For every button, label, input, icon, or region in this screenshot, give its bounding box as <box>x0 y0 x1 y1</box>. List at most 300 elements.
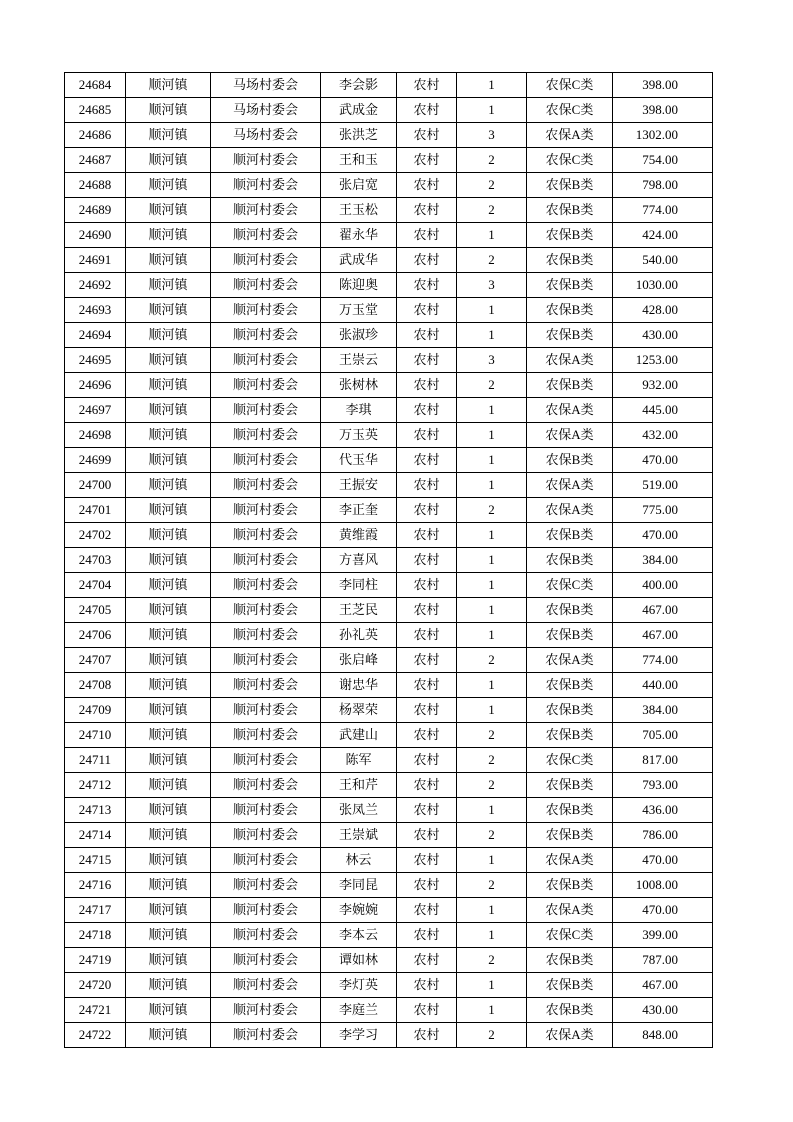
cell-town: 顺河镇 <box>126 773 211 798</box>
cell-count: 2 <box>457 648 527 673</box>
cell-amount: 787.00 <box>613 948 713 973</box>
cell-amount: 400.00 <box>613 573 713 598</box>
cell-name: 翟永华 <box>321 223 397 248</box>
table-row <box>65 348 713 373</box>
cell-id: 24705 <box>65 598 126 623</box>
cell-count: 3 <box>457 273 527 298</box>
cell-town: 顺河镇 <box>126 423 211 448</box>
cell-residence: 农村 <box>397 948 457 973</box>
cell-count: 1 <box>457 848 527 873</box>
table-row <box>65 373 713 398</box>
cell-name: 陈军 <box>321 748 397 773</box>
cell-count: 1 <box>457 298 527 323</box>
cell-village: 顺河村委会 <box>211 723 321 748</box>
cell-town: 顺河镇 <box>126 898 211 923</box>
cell-id: 24684 <box>65 73 126 98</box>
cell-id: 24713 <box>65 798 126 823</box>
cell-residence: 农村 <box>397 473 457 498</box>
cell-name: 李会影 <box>321 73 397 98</box>
table-row <box>65 748 713 773</box>
cell-residence: 农村 <box>397 148 457 173</box>
cell-category: 农保B类 <box>527 323 613 348</box>
cell-town: 顺河镇 <box>126 948 211 973</box>
cell-id: 24703 <box>65 548 126 573</box>
table-row <box>65 673 713 698</box>
cell-village: 顺河村委会 <box>211 423 321 448</box>
cell-residence: 农村 <box>397 423 457 448</box>
cell-id: 24688 <box>65 173 126 198</box>
cell-name: 王芝民 <box>321 598 397 623</box>
cell-town: 顺河镇 <box>126 573 211 598</box>
cell-count: 1 <box>457 573 527 598</box>
cell-name: 李琪 <box>321 398 397 423</box>
cell-residence: 农村 <box>397 573 457 598</box>
cell-residence: 农村 <box>397 173 457 198</box>
cell-town: 顺河镇 <box>126 798 211 823</box>
cell-count: 1 <box>457 673 527 698</box>
cell-amount: 470.00 <box>613 523 713 548</box>
table-row <box>65 173 713 198</box>
cell-category: 农保B类 <box>527 223 613 248</box>
cell-id: 24687 <box>65 148 126 173</box>
cell-town: 顺河镇 <box>126 123 211 148</box>
table-row <box>65 773 713 798</box>
cell-amount: 467.00 <box>613 623 713 648</box>
cell-category: 农保B类 <box>527 373 613 398</box>
cell-name: 武成华 <box>321 248 397 273</box>
cell-amount: 428.00 <box>613 298 713 323</box>
cell-village: 顺河村委会 <box>211 248 321 273</box>
cell-category: 农保A类 <box>527 348 613 373</box>
cell-residence: 农村 <box>397 598 457 623</box>
cell-count: 2 <box>457 498 527 523</box>
cell-amount: 932.00 <box>613 373 713 398</box>
cell-amount: 519.00 <box>613 473 713 498</box>
cell-name: 张启宽 <box>321 173 397 198</box>
cell-amount: 432.00 <box>613 423 713 448</box>
cell-town: 顺河镇 <box>126 198 211 223</box>
cell-town: 顺河镇 <box>126 173 211 198</box>
cell-count: 1 <box>457 323 527 348</box>
cell-town: 顺河镇 <box>126 623 211 648</box>
table-row <box>65 448 713 473</box>
cell-amount: 540.00 <box>613 248 713 273</box>
cell-name: 孙礼英 <box>321 623 397 648</box>
cell-name: 张树林 <box>321 373 397 398</box>
table-row <box>65 623 713 648</box>
cell-town: 顺河镇 <box>126 398 211 423</box>
cell-village: 顺河村委会 <box>211 773 321 798</box>
table-row <box>65 298 713 323</box>
table-row <box>65 123 713 148</box>
cell-category: 农保B类 <box>527 973 613 998</box>
table-row <box>65 498 713 523</box>
cell-count: 2 <box>457 148 527 173</box>
cell-residence: 农村 <box>397 298 457 323</box>
cell-residence: 农村 <box>397 773 457 798</box>
cell-category: 农保B类 <box>527 798 613 823</box>
cell-category: 农保B类 <box>527 248 613 273</box>
cell-amount: 467.00 <box>613 598 713 623</box>
table-row <box>65 923 713 948</box>
cell-category: 农保A类 <box>527 398 613 423</box>
cell-village: 顺河村委会 <box>211 323 321 348</box>
table-row <box>65 73 713 98</box>
cell-category: 农保B类 <box>527 673 613 698</box>
cell-id: 24692 <box>65 273 126 298</box>
cell-name: 王崇斌 <box>321 823 397 848</box>
cell-id: 24694 <box>65 323 126 348</box>
cell-amount: 817.00 <box>613 748 713 773</box>
cell-category: 农保C类 <box>527 573 613 598</box>
cell-village: 马场村委会 <box>211 123 321 148</box>
cell-village: 顺河村委会 <box>211 573 321 598</box>
cell-name: 王和芹 <box>321 773 397 798</box>
cell-category: 农保A类 <box>527 648 613 673</box>
cell-amount: 1253.00 <box>613 348 713 373</box>
payment-table <box>64 72 713 1048</box>
cell-village: 顺河村委会 <box>211 898 321 923</box>
cell-town: 顺河镇 <box>126 348 211 373</box>
cell-count: 1 <box>457 473 527 498</box>
cell-town: 顺河镇 <box>126 673 211 698</box>
cell-id: 24712 <box>65 773 126 798</box>
cell-id: 24719 <box>65 948 126 973</box>
cell-residence: 农村 <box>397 973 457 998</box>
cell-amount: 754.00 <box>613 148 713 173</box>
cell-category: 农保B类 <box>527 623 613 648</box>
cell-residence: 农村 <box>397 398 457 423</box>
cell-village: 顺河村委会 <box>211 173 321 198</box>
cell-town: 顺河镇 <box>126 598 211 623</box>
cell-id: 24722 <box>65 1023 126 1048</box>
cell-id: 24685 <box>65 98 126 123</box>
cell-village: 顺河村委会 <box>211 748 321 773</box>
cell-id: 24718 <box>65 923 126 948</box>
table-row <box>65 848 713 873</box>
cell-name: 李灯英 <box>321 973 397 998</box>
cell-village: 顺河村委会 <box>211 523 321 548</box>
cell-id: 24700 <box>65 473 126 498</box>
cell-count: 1 <box>457 423 527 448</box>
cell-village: 顺河村委会 <box>211 1023 321 1048</box>
cell-id: 24686 <box>65 123 126 148</box>
cell-category: 农保B类 <box>527 523 613 548</box>
cell-id: 24708 <box>65 673 126 698</box>
cell-count: 2 <box>457 723 527 748</box>
cell-village: 马场村委会 <box>211 98 321 123</box>
cell-name: 李婉婉 <box>321 898 397 923</box>
cell-category: 农保B类 <box>527 948 613 973</box>
cell-id: 24706 <box>65 623 126 648</box>
cell-village: 顺河村委会 <box>211 498 321 523</box>
table-row <box>65 198 713 223</box>
cell-amount: 774.00 <box>613 648 713 673</box>
cell-village: 顺河村委会 <box>211 673 321 698</box>
cell-id: 24711 <box>65 748 126 773</box>
cell-count: 1 <box>457 623 527 648</box>
cell-town: 顺河镇 <box>126 748 211 773</box>
cell-residence: 农村 <box>397 373 457 398</box>
cell-category: 农保B类 <box>527 198 613 223</box>
cell-name: 陈迎奥 <box>321 273 397 298</box>
table-row <box>65 723 713 748</box>
cell-count: 2 <box>457 948 527 973</box>
cell-count: 1 <box>457 548 527 573</box>
cell-village: 顺河村委会 <box>211 198 321 223</box>
cell-category: 农保A类 <box>527 1023 613 1048</box>
cell-village: 顺河村委会 <box>211 698 321 723</box>
cell-residence: 农村 <box>397 873 457 898</box>
cell-amount: 786.00 <box>613 823 713 848</box>
cell-count: 1 <box>457 798 527 823</box>
cell-residence: 农村 <box>397 273 457 298</box>
cell-count: 2 <box>457 1023 527 1048</box>
cell-category: 农保B类 <box>527 823 613 848</box>
table-row <box>65 573 713 598</box>
cell-residence: 农村 <box>397 198 457 223</box>
cell-id: 24715 <box>65 848 126 873</box>
cell-village: 顺河村委会 <box>211 473 321 498</box>
cell-amount: 436.00 <box>613 798 713 823</box>
cell-category: 农保A类 <box>527 848 613 873</box>
cell-name: 王振安 <box>321 473 397 498</box>
cell-town: 顺河镇 <box>126 448 211 473</box>
cell-category: 农保C类 <box>527 923 613 948</box>
cell-village: 顺河村委会 <box>211 448 321 473</box>
cell-town: 顺河镇 <box>126 548 211 573</box>
cell-name: 张洪芝 <box>321 123 397 148</box>
cell-amount: 470.00 <box>613 448 713 473</box>
cell-count: 3 <box>457 348 527 373</box>
cell-amount: 424.00 <box>613 223 713 248</box>
cell-count: 1 <box>457 98 527 123</box>
cell-amount: 1030.00 <box>613 273 713 298</box>
cell-amount: 467.00 <box>613 973 713 998</box>
table-row <box>65 948 713 973</box>
cell-name: 武建山 <box>321 723 397 748</box>
cell-count: 2 <box>457 198 527 223</box>
cell-id: 24693 <box>65 298 126 323</box>
cell-town: 顺河镇 <box>126 1023 211 1048</box>
cell-name: 张启峰 <box>321 648 397 673</box>
table-row <box>65 248 713 273</box>
cell-residence: 农村 <box>397 548 457 573</box>
cell-town: 顺河镇 <box>126 373 211 398</box>
table-row <box>65 973 713 998</box>
cell-count: 2 <box>457 748 527 773</box>
table-row <box>65 223 713 248</box>
table-row <box>65 898 713 923</box>
cell-amount: 445.00 <box>613 398 713 423</box>
cell-village: 顺河村委会 <box>211 223 321 248</box>
cell-name: 王崇云 <box>321 348 397 373</box>
table-row <box>65 98 713 123</box>
cell-amount: 1302.00 <box>613 123 713 148</box>
cell-residence: 农村 <box>397 698 457 723</box>
cell-category: 农保B类 <box>527 448 613 473</box>
cell-name: 黄维霞 <box>321 523 397 548</box>
cell-category: 农保B类 <box>527 773 613 798</box>
cell-name: 谢忠华 <box>321 673 397 698</box>
table-row <box>65 273 713 298</box>
cell-name: 李同柱 <box>321 573 397 598</box>
cell-town: 顺河镇 <box>126 848 211 873</box>
cell-id: 24714 <box>65 823 126 848</box>
cell-amount: 470.00 <box>613 898 713 923</box>
cell-id: 24698 <box>65 423 126 448</box>
cell-residence: 农村 <box>397 848 457 873</box>
table-row <box>65 473 713 498</box>
cell-name: 方喜风 <box>321 548 397 573</box>
table-row <box>65 523 713 548</box>
cell-residence: 农村 <box>397 523 457 548</box>
cell-count: 1 <box>457 698 527 723</box>
cell-village: 顺河村委会 <box>211 848 321 873</box>
table-row <box>65 323 713 348</box>
cell-town: 顺河镇 <box>126 498 211 523</box>
cell-category: 农保B类 <box>527 698 613 723</box>
cell-residence: 农村 <box>397 223 457 248</box>
cell-category: 农保A类 <box>527 898 613 923</box>
cell-residence: 农村 <box>397 73 457 98</box>
cell-name: 杨翠荣 <box>321 698 397 723</box>
cell-amount: 798.00 <box>613 173 713 198</box>
cell-category: 农保B类 <box>527 173 613 198</box>
cell-town: 顺河镇 <box>126 973 211 998</box>
cell-residence: 农村 <box>397 348 457 373</box>
cell-name: 万玉堂 <box>321 298 397 323</box>
cell-count: 1 <box>457 898 527 923</box>
cell-count: 1 <box>457 223 527 248</box>
cell-name: 李正奎 <box>321 498 397 523</box>
table-row <box>65 998 713 1023</box>
cell-residence: 农村 <box>397 998 457 1023</box>
cell-village: 顺河村委会 <box>211 798 321 823</box>
cell-category: 农保A类 <box>527 498 613 523</box>
table-row <box>65 1023 713 1048</box>
table-body <box>65 73 713 1048</box>
cell-town: 顺河镇 <box>126 648 211 673</box>
cell-residence: 农村 <box>397 248 457 273</box>
table-row <box>65 548 713 573</box>
cell-village: 顺河村委会 <box>211 273 321 298</box>
cell-name: 林云 <box>321 848 397 873</box>
cell-amount: 430.00 <box>613 998 713 1023</box>
cell-id: 24691 <box>65 248 126 273</box>
cell-id: 24701 <box>65 498 126 523</box>
cell-id: 24702 <box>65 523 126 548</box>
cell-residence: 农村 <box>397 923 457 948</box>
table-row <box>65 698 713 723</box>
cell-village: 顺河村委会 <box>211 398 321 423</box>
cell-id: 24710 <box>65 723 126 748</box>
cell-amount: 793.00 <box>613 773 713 798</box>
table-row <box>65 798 713 823</box>
cell-village: 顺河村委会 <box>211 998 321 1023</box>
cell-village: 顺河村委会 <box>211 923 321 948</box>
cell-count: 1 <box>457 973 527 998</box>
cell-town: 顺河镇 <box>126 998 211 1023</box>
cell-amount: 384.00 <box>613 698 713 723</box>
cell-amount: 440.00 <box>613 673 713 698</box>
cell-id: 24716 <box>65 873 126 898</box>
cell-name: 代玉华 <box>321 448 397 473</box>
cell-amount: 470.00 <box>613 848 713 873</box>
cell-count: 1 <box>457 598 527 623</box>
cell-name: 谭如林 <box>321 948 397 973</box>
cell-residence: 农村 <box>397 648 457 673</box>
table-row <box>65 423 713 448</box>
cell-village: 顺河村委会 <box>211 598 321 623</box>
cell-residence: 农村 <box>397 123 457 148</box>
cell-town: 顺河镇 <box>126 723 211 748</box>
cell-residence: 农村 <box>397 748 457 773</box>
cell-town: 顺河镇 <box>126 73 211 98</box>
cell-id: 24696 <box>65 373 126 398</box>
cell-village: 顺河村委会 <box>211 648 321 673</box>
cell-count: 1 <box>457 998 527 1023</box>
cell-count: 3 <box>457 123 527 148</box>
cell-id: 24704 <box>65 573 126 598</box>
cell-town: 顺河镇 <box>126 923 211 948</box>
cell-amount: 384.00 <box>613 548 713 573</box>
table-row <box>65 398 713 423</box>
cell-category: 农保C类 <box>527 73 613 98</box>
cell-name: 万玉英 <box>321 423 397 448</box>
cell-count: 2 <box>457 248 527 273</box>
cell-village: 顺河村委会 <box>211 148 321 173</box>
cell-name: 张凤兰 <box>321 798 397 823</box>
cell-count: 1 <box>457 523 527 548</box>
cell-village: 顺河村委会 <box>211 948 321 973</box>
cell-category: 农保C类 <box>527 98 613 123</box>
cell-amount: 774.00 <box>613 198 713 223</box>
table-row <box>65 598 713 623</box>
cell-count: 2 <box>457 773 527 798</box>
cell-name: 武成金 <box>321 98 397 123</box>
cell-town: 顺河镇 <box>126 323 211 348</box>
cell-count: 1 <box>457 448 527 473</box>
cell-id: 24717 <box>65 898 126 923</box>
cell-category: 农保B类 <box>527 298 613 323</box>
table-row <box>65 873 713 898</box>
cell-residence: 农村 <box>397 823 457 848</box>
cell-village: 顺河村委会 <box>211 623 321 648</box>
cell-village: 顺河村委会 <box>211 298 321 323</box>
table-row <box>65 823 713 848</box>
cell-name: 李学习 <box>321 1023 397 1048</box>
cell-name: 王和玉 <box>321 148 397 173</box>
cell-count: 2 <box>457 873 527 898</box>
cell-residence: 农村 <box>397 898 457 923</box>
cell-town: 顺河镇 <box>126 523 211 548</box>
cell-id: 24699 <box>65 448 126 473</box>
cell-amount: 705.00 <box>613 723 713 748</box>
cell-town: 顺河镇 <box>126 873 211 898</box>
cell-count: 2 <box>457 173 527 198</box>
cell-town: 顺河镇 <box>126 98 211 123</box>
cell-category: 农保A类 <box>527 473 613 498</box>
cell-town: 顺河镇 <box>126 698 211 723</box>
cell-amount: 399.00 <box>613 923 713 948</box>
cell-amount: 430.00 <box>613 323 713 348</box>
cell-category: 农保C类 <box>527 148 613 173</box>
cell-id: 24697 <box>65 398 126 423</box>
cell-town: 顺河镇 <box>126 823 211 848</box>
cell-village: 顺河村委会 <box>211 823 321 848</box>
cell-category: 农保B类 <box>527 723 613 748</box>
